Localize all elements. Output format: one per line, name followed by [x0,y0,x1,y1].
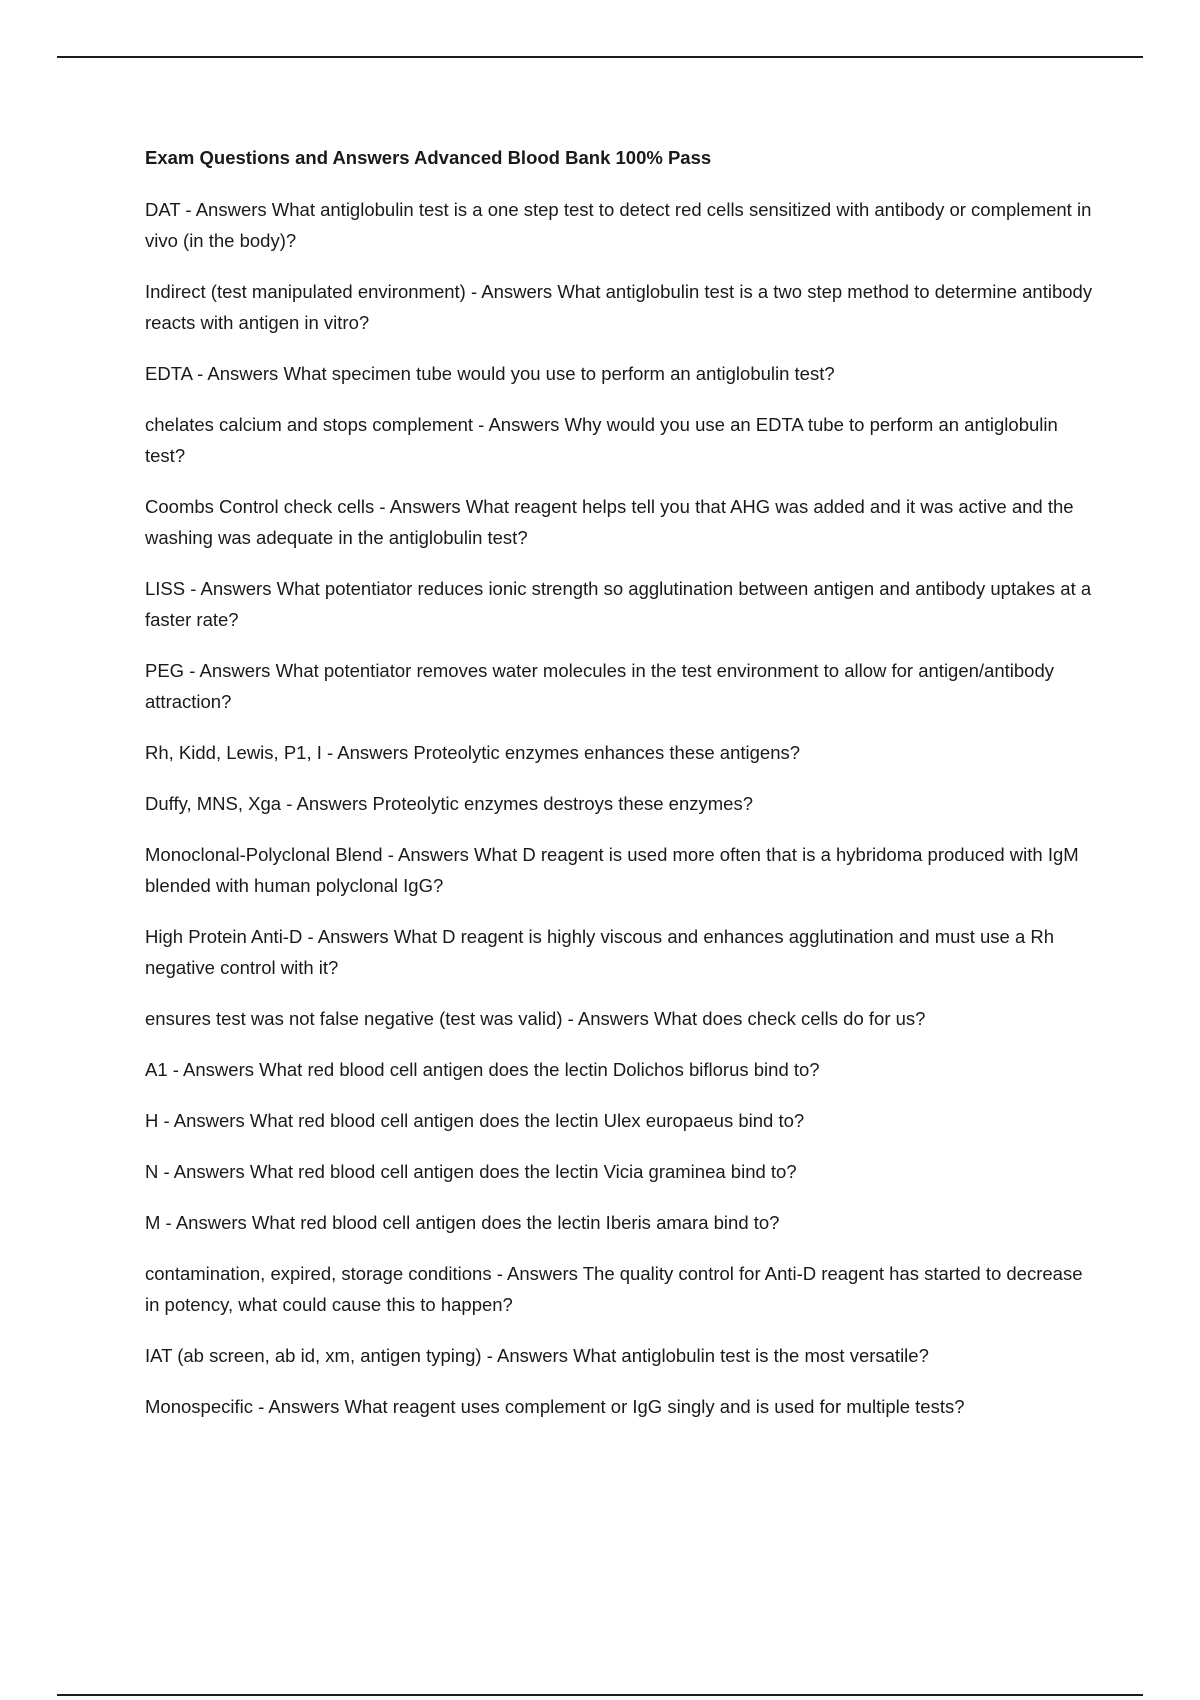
qa-item: DAT - Answers What antiglobulin test is a one step test to detect red cells sensitized with antibody or complement in vivo (in the body)? [145,199,1092,251]
bottom-rule [57,1694,1143,1696]
qa-item: EDTA - Answers What specimen tube would you use to perform an antiglobulin test? [145,363,835,384]
qa-item: N - Answers What red blood cell antigen does the lectin Vicia graminea bind to? [145,1161,797,1182]
document-title: Exam Questions and Answers Advanced Blood Bank 100% Pass [145,147,712,168]
qa-item: ensures test was not false negative (test was valid) - Answers What does check cells do for us? [145,1008,926,1029]
qa-item: contamination, expired, storage conditions - Answers The quality control for Anti-D reagent has started to decrease in potency, what could cause this to happen? [145,1263,1083,1315]
qa-item: Rh, Kidd, Lewis, P1, I - Answers Proteolytic enzymes enhances these antigens? [145,742,801,763]
qa-list [145,194,1095,1422]
qa-item: Indirect (test manipulated environment) - Answers What antiglobulin test is a two step method to determine antibody reacts with antigen in vitro? [145,281,1093,333]
qa-item: M - Answers What red blood cell antigen does the lectin Iberis amara bind to? [145,1212,780,1233]
qa-item: Monospecific - Answers What reagent uses complement or IgG singly and is used for multiple tests? [145,1396,965,1417]
top-rule [57,56,1143,58]
qa-item: A1 - Answers What red blood cell antigen does the lectin Dolichos biflorus bind to? [145,1059,820,1080]
qa-item: High Protein Anti-D - Answers What D reagent is highly viscous and enhances agglutination and must use a Rh negative control with it? [145,926,1055,978]
qa-item: Duffy, MNS, Xga - Answers Proteolytic enzymes destroys these enzymes? [145,793,753,814]
document-body [145,142,1095,1442]
qa-item: LISS - Answers What potentiator reduces ionic strength so agglutination between antigen and antibody uptakes at a faster rate? [145,578,1092,630]
qa-item: PEG - Answers What potentiator removes water molecules in the test environment to allow for antigen/antibody attraction? [145,660,1055,712]
qa-item: IAT (ab screen, ab id, xm, antigen typing) - Answers What antiglobulin test is the most versatile? [145,1345,929,1366]
qa-item: Coombs Control check cells - Answers What reagent helps tell you that AHG was added and it was active and the washing was adequate in the antiglobulin test? [145,496,1074,548]
qa-item: chelates calcium and stops complement - Answers Why would you use an EDTA tube to perform an antiglobulin test? [145,414,1058,466]
qa-item: H - Answers What red blood cell antigen does the lectin Ulex europaeus bind to? [145,1110,805,1131]
qa-item: Monoclonal-Polyclonal Blend - Answers What D reagent is used more often that is a hybridoma produced with IgM blended with human polyclonal IgG? [145,844,1079,896]
